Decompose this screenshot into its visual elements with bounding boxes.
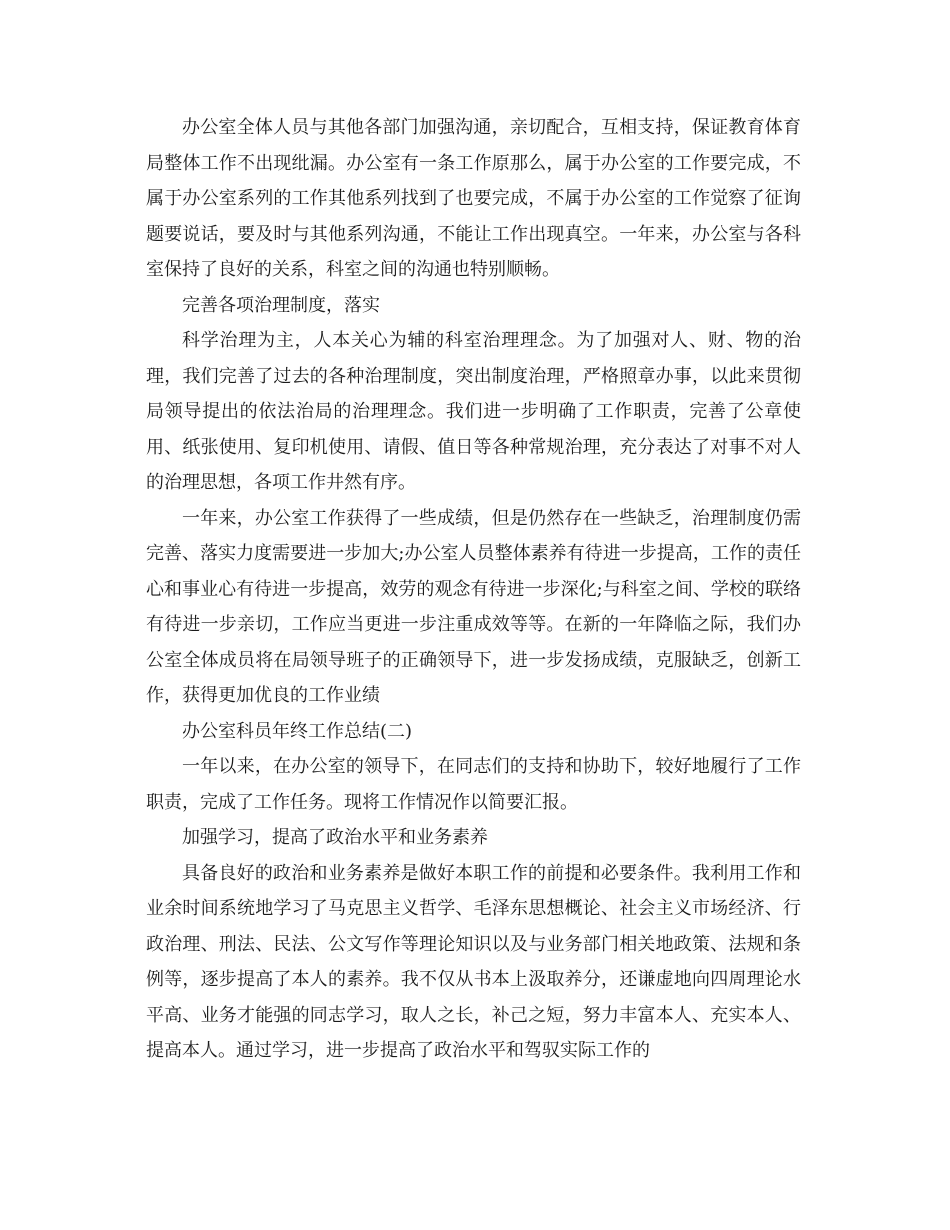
paragraph-intro-report: 一年以来，在办公室的领导下，在同志们的支持和协助下，较好地履行了工作职责，完成了工作任务。现将工作情况作以简要汇报。 <box>146 756 801 813</box>
document-page <box>146 110 801 1069</box>
paragraph-scientific-management: 科学治理为主，人本关心为辅的科室治理理念。为了加强对人、财、物的治理，我们完善了过去的各种治理制度，突出制度治理，严格照章办事，以此来贯彻局领导提出的依法治局的治理理念。我们进一步明确了工作职责，完善了公章使用、纸张使用、复印机使用、请假、值日等各种常规治理，充分表达了对事不对人的治理思想，各项工作井然有序。 <box>146 330 801 493</box>
paragraph-study-details: 具备良好的政治和业务素养是做好本职工作的前提和必要条件。我利用工作和业余时间系统地学习了马克思主义哲学、毛泽东思想概论、社会主义市场经济、行政治理、刑法、民法、公文写作等理论知识以及与业务部门相关地政策、法规和条例等，逐步提高了本人的素养。我不仅从书本上汲取养分，还谦虚地向四周理论水平高、业务才能强的同志学习，取人之长，补己之短，努力丰富本人、充实本人、提高本人。通过学习，进一步提高了政治水平和驾驭实际工作的 <box>146 862 801 1061</box>
heading-strengthen-study: 加强学习，提高了政治水平和业务素养 <box>182 827 488 848</box>
heading-management-system: 完善各项治理制度，落实 <box>182 294 380 316</box>
heading-summary-two: 办公室科员年终工作总结(二) <box>182 720 413 742</box>
paragraph-office-communication: 办公室全体人员与其他各部门加强沟通，亲切配合，互相支持，保证教育体育局整体工作不出现纰漏。办公室有一条工作原那么，属于办公室的工作要完成，不属于办公室系列的工作其他系列找到了也要完成，不属于办公室的工作觉察了征询题要说话，要及时与其他系列沟通，不能让工作出现真空。一年来，办公室与各科室保持了良好的关系，科室之间的沟通也特别顺畅。 <box>146 117 801 280</box>
paragraph-achievements-shortcomings: 一年来，办公室工作获得了一些成绩，但是仍然存在一些缺乏，治理制度仍需完善、落实力度需要进一步加大;办公室人员整体素养有待进一步提高，工作的责任心和事业心有待进一步提高，效劳的观念有待进一步深化;与科室之间、学校的联络有待进一步亲切，工作应当更进一步注重成效等等。在新的一年降临之际，我们办公室全体成员将在局领导班子的正确领导下，进一步发扬成绩，克服缺乏，创新工作，获得更加优良的工作业绩 <box>146 507 801 706</box>
